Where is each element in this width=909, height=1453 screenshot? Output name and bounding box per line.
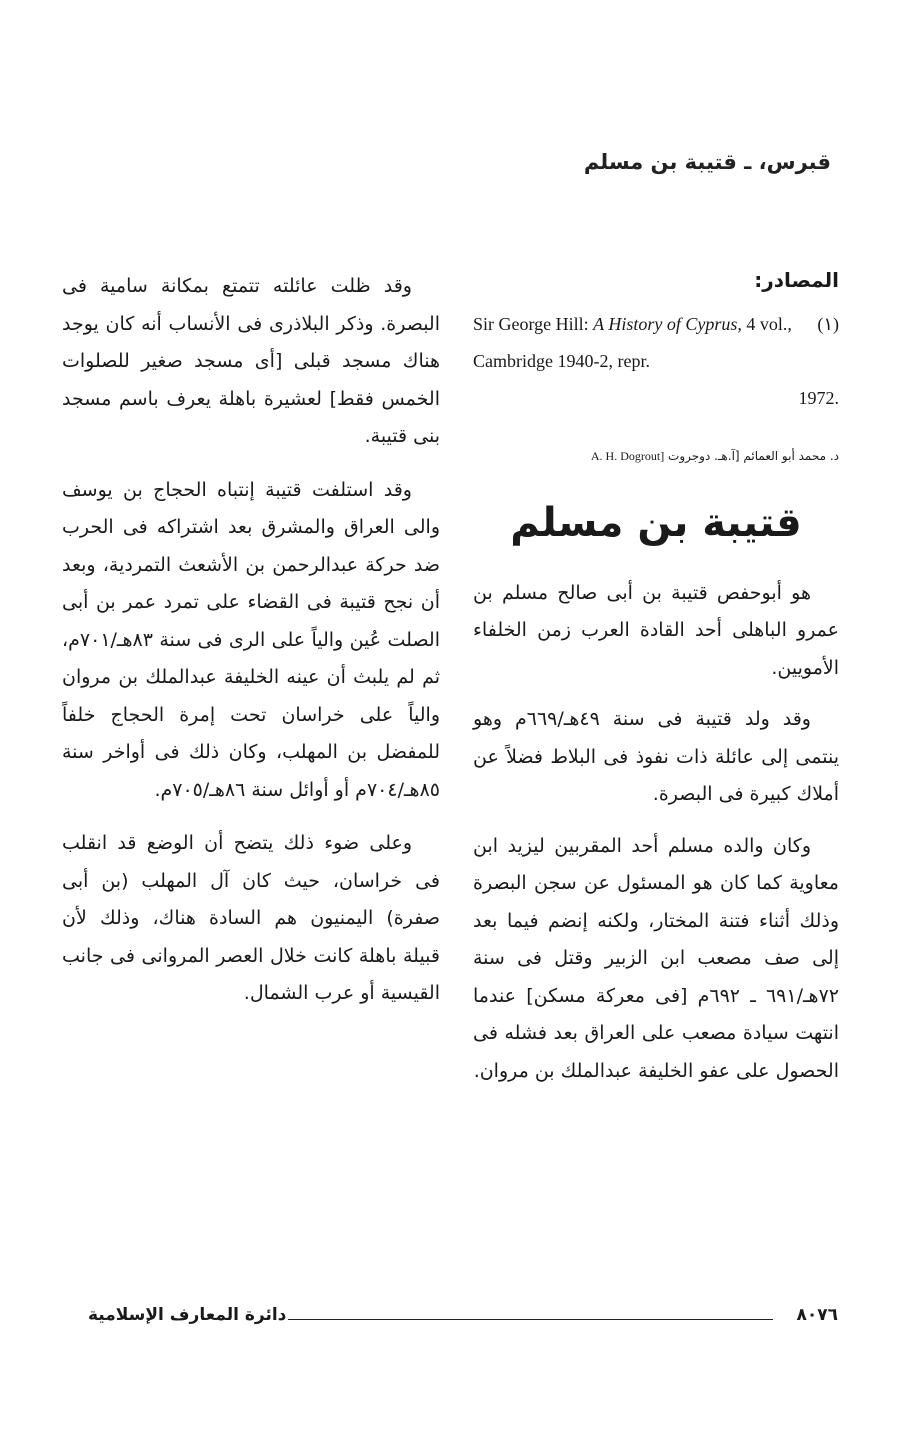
page-footer [88, 1305, 838, 1335]
article-title: قتيبة بن مسلم [510, 499, 802, 546]
paragraph: وقد استلفت قتيبة إنتباه الحجاج بن يوسف والى العراق والمشرق بعد اشتراكه فى الحرب ضد حركة عبدالرحمن بن الأشعث التمردية، وبعد أن نجح قتيبة فى القضاء على تمرد عمر بن أبى الصلت عُين والياً على الرى فى سنة ٨٣هـ/٧٠١م، ثم لم يلبث أن عينه الخليفة عبدالملك بن مروان والياً على خراسان تحت إمرة الحجاج خلفاً للمفضل بن المهلب، وكان ذلك فى أواخر سنة ٨٥هـ/٧٠٤م أو أوائل سنة ٨٦هـ/٧٠٥م. [62, 478, 440, 801]
source-author: Sir George Hill: [473, 313, 589, 334]
source-year: 1972. [798, 387, 839, 408]
sources-heading: المصادر: [754, 268, 839, 292]
source-number: (١) [817, 313, 839, 334]
source-title: A History of Cyprus, [593, 313, 742, 334]
paragraph: وقد ظلت عائلته تتمتع بمكانة سامية فى البصرة. وذكر البلاذرى فى الأنساب أنه كان يوجد هناك مسجد قبلى [أى مسجد صغير للصلوات الخمس فقط] لعشيرة باهلة يعرف باسم مسجد بنى قتيبة. [62, 275, 440, 447]
source-details: 4 vol., Cambridge 1940-2, repr. [473, 313, 792, 371]
paragraph: وقد ولد قتيبة فى سنة ٤٩هـ/٦٦٩م وهو ينتمى إلى عائلة ذات نفوذ فى البلاط فضلاً عن أملاك كبيرة فى البصرة. [473, 708, 839, 805]
author-credit [473, 447, 839, 465]
page-number: ٨٠٧٦ [796, 1305, 838, 1325]
paragraph: هو أبوحفص قتيبة بن أبى صالح مسلم بن عمرو الباهلى أحد القادة العرب زمن الخلفاء الأمويين. [473, 581, 839, 679]
right-column [473, 262, 839, 1104]
paragraph: وكان والده مسلم أحد المقربين ليزيد ابن معاوية كما كان هو المسئول عن سجن البصرة وذلك أثناء فتنة المختار، ولكنه إنضم فيما بعد إلى صف مصعب ابن الزبير وقتل فى سنة ٧٢هـ/٦٩١ ـ ٦٩٢م [فى معركة مسكن] عندما انتهت سيادة مصعب على العراق بعد فشله فى الحصول على عفو الخليفة عبدالملك بن مروان. [473, 834, 839, 1082]
source-entry [473, 306, 839, 417]
author-credit-latin: A. H. Dogrout] [590, 448, 665, 463]
footer-rule [288, 1319, 773, 1320]
publication-name: دائرة المعارف الإسلامية [88, 1305, 287, 1325]
running-head: قبرس، ـ قتيبة بن مسلم [583, 150, 831, 174]
paragraph: وعلى ضوء ذلك يتضح أن الوضع قد انقلب فى خراسان، حيث كان آل المهلب (بن أبى صفرة) اليمنيون هم السادة هناك، وذلك لأن قبيلة باهلة كانت خلال العصر المروانى فى جانب القيسية أو عرب الشمال. [62, 832, 440, 1004]
left-column [62, 268, 440, 1029]
author-credit-arabic: د. محمد أبو العمائم [آ.هـ. دوجروت [668, 448, 839, 463]
